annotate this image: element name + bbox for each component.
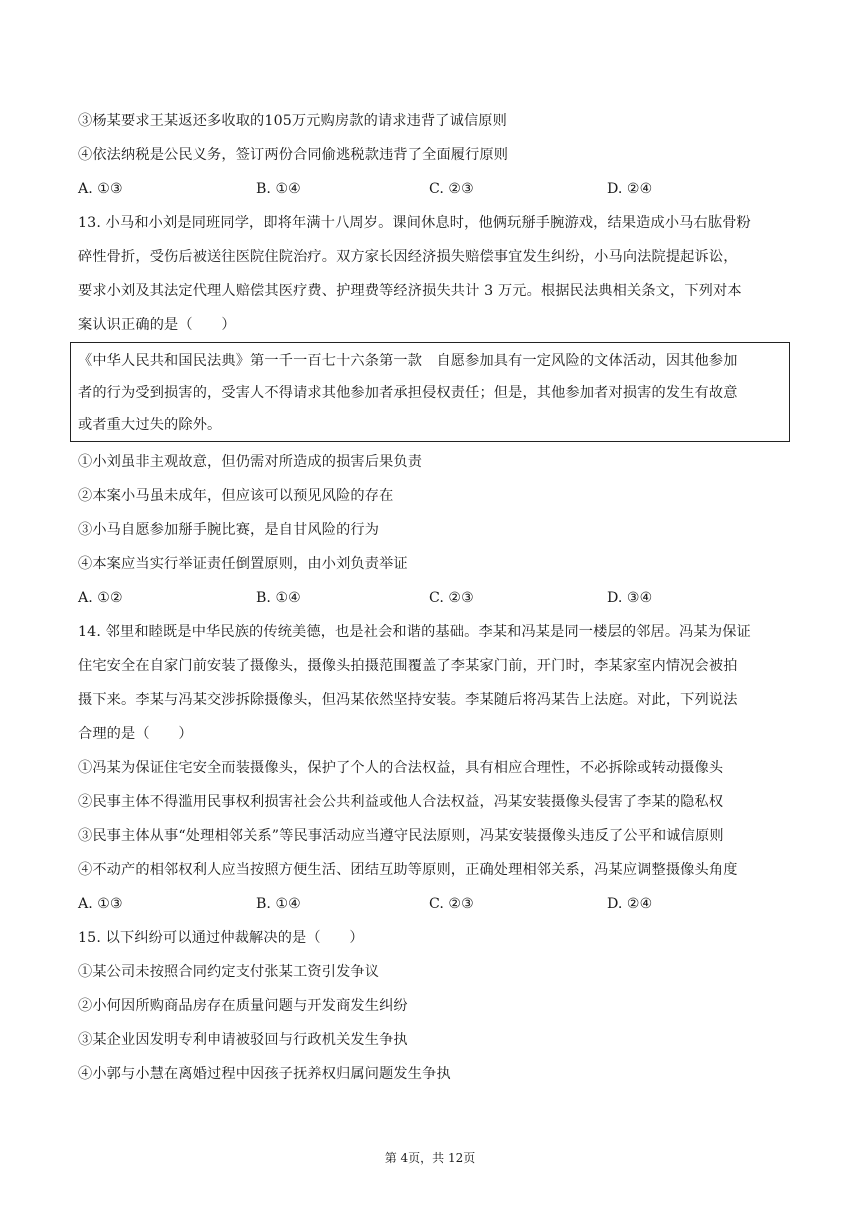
q14-item-1: ①冯某为保证住宅安全而装摄像头，保护了个人的合法权益，具有相应合理性，不必拆除或转动摄像头 bbox=[78, 760, 724, 776]
q12-option-b[interactable]: B. ①④ bbox=[256, 181, 301, 197]
q15-item-2: ②小何因所购商品房存在质量问题与开发商发生纠纷 bbox=[78, 998, 408, 1014]
q14-stem-line-2: 住宅安全在自家门前安装了摄像头，摄像头拍摄范围覆盖了李某家门前，开门时，李某家室内情况会被拍 bbox=[78, 658, 738, 674]
q13-options bbox=[78, 588, 778, 608]
q14-option-c[interactable]: C. ②③ bbox=[429, 896, 474, 912]
q12-item-4: ④依法纳税是公民义务，签订两份合同偷逃税款违背了全面履行原则 bbox=[78, 147, 509, 163]
q13-item-2: ②本案小马虽未成年，但应该可以预见风险的存在 bbox=[78, 488, 394, 504]
q13-item-4: ④本案应当实行举证责任倒置原则，由小刘负责举证 bbox=[78, 556, 408, 572]
law-excerpt-line-1: 《中华人民共和国民法典》第一千一百七十六条第一款 自愿参加具有一定风险的文体活动，因其他参加 bbox=[78, 353, 738, 369]
q13-item-3: ③小马自愿参加掰手腕比赛，是自甘风险的行为 bbox=[78, 522, 380, 538]
q14-option-d[interactable]: D. ②④ bbox=[607, 896, 653, 912]
q12-options bbox=[78, 179, 778, 199]
q12-option-a[interactable]: A. ①③ bbox=[78, 181, 123, 197]
q14-stem-line-3: 摄下来。李某与冯某交涉拆除摄像头，但冯某依然坚持安装。李某随后将冯某告上法庭。对此，下列说法 bbox=[78, 692, 738, 708]
q12-option-c[interactable]: C. ②③ bbox=[429, 181, 474, 197]
q13-option-d[interactable]: D. ③④ bbox=[607, 590, 653, 606]
q14-stem-line-1: 14. 邻里和睦既是中华民族的传统美德，也是社会和谐的基础。李某和冯某是同一楼层的邻居。冯某为保证 bbox=[78, 624, 751, 640]
q13-stem-line-2: 碎性骨折，受伤后被送往医院住院治疗。双方家长因经济损失赔偿事宜发生纠纷，小马向法院提起诉讼， bbox=[78, 249, 738, 265]
q13-option-c[interactable]: C. ②③ bbox=[429, 590, 474, 606]
q15-item-1: ①某公司未按照合同约定支付张某工资引发争议 bbox=[78, 964, 380, 980]
q15-item-4: ④小郭与小慧在离婚过程中因孩子抚养权归属问题发生争执 bbox=[78, 1066, 451, 1082]
q14-option-b[interactable]: B. ①④ bbox=[256, 896, 301, 912]
q12-item-3: ③杨某要求王某返还多收取的105万元购房款的请求违背了诚信原则 bbox=[78, 113, 507, 129]
law-excerpt-box bbox=[70, 342, 790, 442]
q14-options bbox=[78, 894, 778, 914]
q14-stem-line-4: 合理的是（ ） bbox=[78, 726, 193, 742]
q13-stem-line-1: 13. 小马和小刘是同班同学，即将年满十八周岁。课间休息时，他俩玩掰手腕游戏，结果造成小马右肱骨粉 bbox=[78, 215, 751, 231]
q14-item-3: ③民事主体从事“处理相邻关系”等民事活动应当遵守民法原则，冯某安装摄像头违反了公平和诚信原则 bbox=[78, 828, 724, 844]
q13-item-1: ①小刘虽非主观故意，但仍需对所造成的损害后果负责 bbox=[78, 454, 423, 470]
q13-option-b[interactable]: B. ①④ bbox=[256, 590, 301, 606]
page-number-footer: 第 4页，共 12页 bbox=[384, 1151, 476, 1165]
law-excerpt-line-2: 者的行为受到损害的，受害人不得请求其他参加者承担侵权责任；但是，其他参加者对损害的发生有故意 bbox=[78, 385, 738, 401]
q15-stem: 15. 以下纠纷可以通过仲裁解决的是（ ） bbox=[78, 930, 364, 946]
law-excerpt-line-3: 或者重大过失的除外。 bbox=[78, 417, 222, 433]
q14-option-a[interactable]: A. ①③ bbox=[78, 896, 123, 912]
q13-stem-line-4: 案认识正确的是（ ） bbox=[78, 317, 236, 333]
q14-item-4: ④不动产的相邻权利人应当按照方便生活、团结互助等原则，正确处理相邻关系，冯某应调整摄像头角度 bbox=[78, 862, 738, 878]
q15-item-3: ③某企业因发明专利申请被驳回与行政机关发生争执 bbox=[78, 1032, 408, 1048]
q13-stem-line-3: 要求小刘及其法定代理人赔偿其医疗费、护理费等经济损失共计 3 万元。根据民法典相关条文，下列对本 bbox=[78, 283, 742, 299]
q12-option-d[interactable]: D. ②④ bbox=[607, 181, 653, 197]
q14-item-2: ②民事主体不得滥用民事权利损害社会公共利益或他人合法权益，冯某安装摄像头侵害了李某的隐私权 bbox=[78, 794, 724, 810]
q13-option-a[interactable]: A. ①② bbox=[78, 590, 123, 606]
